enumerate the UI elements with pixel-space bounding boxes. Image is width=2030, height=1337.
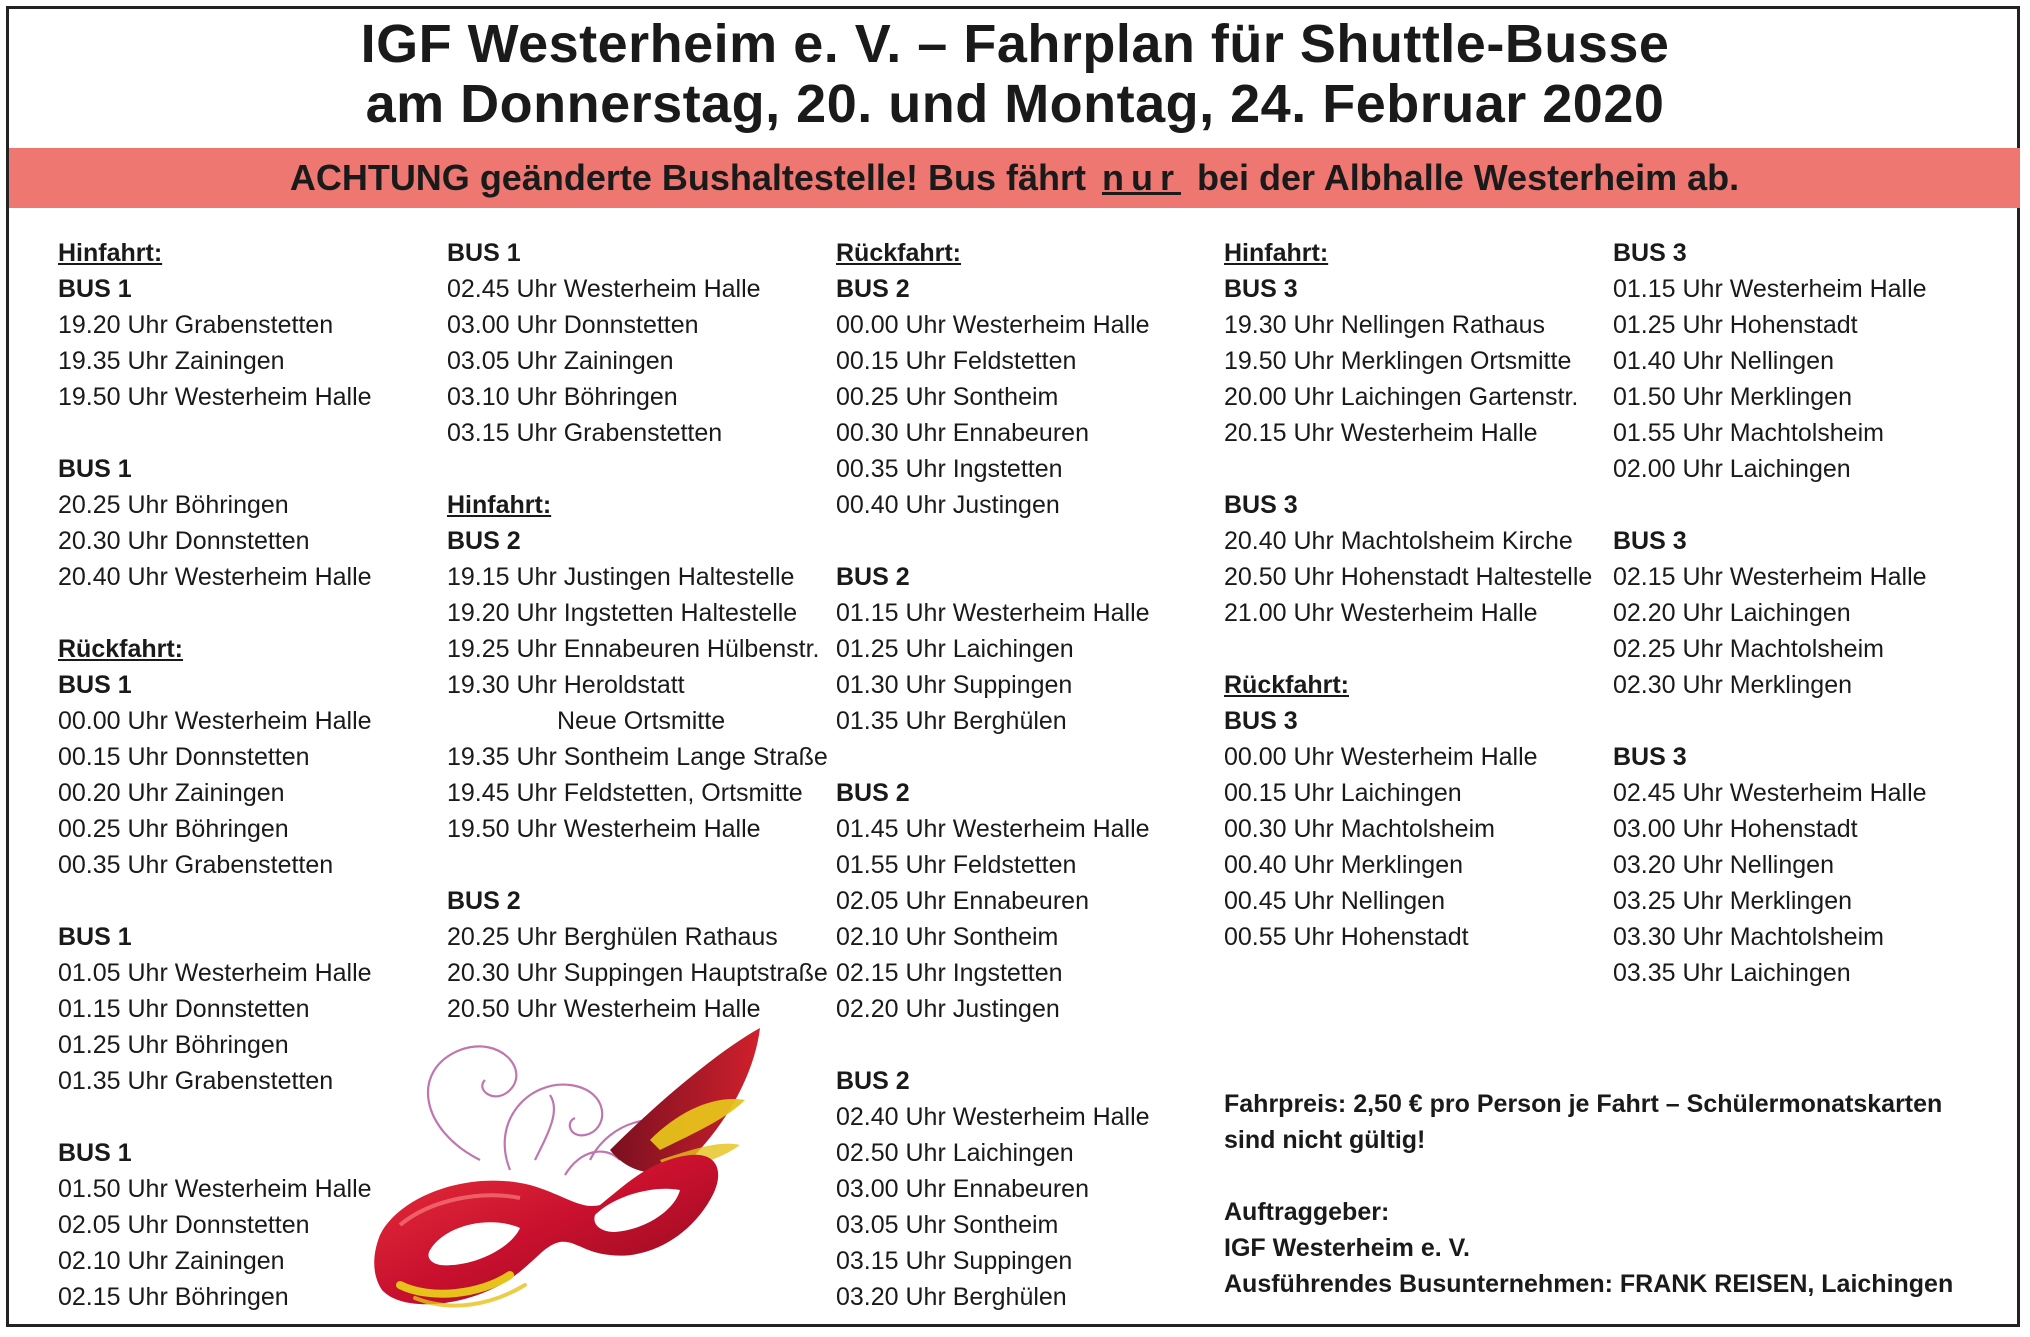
stop-line: 02.45 Uhr Westerheim Halle [447,275,761,303]
stop-line: 03.20 Uhr Berghülen [836,1283,1067,1311]
stop-line: 02.25 Uhr Machtolsheim [1613,635,1884,663]
stop-line: 20.30 Uhr Donnstetten [58,527,310,555]
bus-label: BUS 3 [1613,239,1687,267]
stop-line: 01.35 Uhr Grabenstetten [58,1067,334,1095]
banner-text-before: ACHTUNG geänderte Bushaltestelle! Bus fährt [289,157,1086,198]
bus-label: BUS 3 [1613,743,1687,771]
stop-line: 02.40 Uhr Westerheim Halle [836,1103,1150,1131]
stop-line: 21.00 Uhr Westerheim Halle [1224,599,1538,627]
stop-line: 19.30 Uhr Heroldstatt [447,671,685,699]
section-heading: Hinfahrt: [58,239,163,267]
stop-line: 19.20 Uhr Grabenstetten [58,311,334,339]
stop-line: 02.15 Uhr Westerheim Halle [1613,563,1927,591]
stop-line: 03.00 Uhr Donnstetten [447,311,699,339]
stop-line: 03.30 Uhr Machtolsheim [1613,923,1884,951]
bus-label: BUS 3 [1224,275,1298,303]
stop-line: 03.05 Uhr Sontheim [836,1211,1059,1239]
stop-line: 19.45 Uhr Feldstetten, Ortsmitte [447,779,803,807]
stop-line: 00.00 Uhr Westerheim Halle [1224,743,1538,771]
section-heading: Hinfahrt: [447,491,552,519]
stop-line: 01.35 Uhr Berghülen [836,707,1067,735]
stop-line: 02.30 Uhr Merklingen [1613,671,1853,699]
stop-line: 00.30 Uhr Machtolsheim [1224,815,1495,843]
stop-line: 01.05 Uhr Westerheim Halle [58,959,372,987]
stop-line: 20.30 Uhr Suppingen Hauptstraße [447,959,828,987]
stop-line: 02.15 Uhr Böhringen [58,1283,289,1311]
bus-label: BUS 1 [58,1139,132,1167]
stop-line: 03.25 Uhr Merklingen [1613,887,1853,915]
stop-line: 00.35 Uhr Grabenstetten [58,851,334,879]
stop-line: 19.25 Uhr Ennabeuren Hülbenstr. [447,635,820,663]
stop-line: 20.40 Uhr Westerheim Halle [58,563,372,591]
stop-line: 01.55 Uhr Machtolsheim [1613,419,1884,447]
stop-line: 02.10 Uhr Zainingen [58,1247,285,1275]
page-title [0,14,2030,134]
stop-line: 20.00 Uhr Laichingen Gartenstr. [1224,383,1579,411]
stop-line: 01.25 Uhr Böhringen [58,1031,289,1059]
stop-line: 00.45 Uhr Nellingen [1224,887,1445,915]
stop-line: 00.00 Uhr Westerheim Halle [58,707,372,735]
schedule-column-4 [1224,235,1604,955]
bus-label: BUS 1 [58,455,132,483]
stop-line: 03.15 Uhr Grabenstetten [447,419,723,447]
operator-text: Ausführendes Busunternehmen: FRANK REISEN, Laichingen [1224,1270,1954,1298]
bus-label: BUS 1 [447,239,521,267]
stop-line: 00.20 Uhr Zainingen [58,779,285,807]
stop-line: 00.40 Uhr Justingen [836,491,1060,519]
stop-line: 20.15 Uhr Westerheim Halle [1224,419,1538,447]
stop-line: 00.25 Uhr Böhringen [58,815,289,843]
stop-line: 19.15 Uhr Justingen Haltestelle [447,563,795,591]
stop-line: 01.15 Uhr Donnstetten [58,995,310,1023]
schedule-column-2 [447,235,827,1027]
stop-line: 00.55 Uhr Hohenstadt [1224,923,1469,951]
bus-label: BUS 2 [836,779,910,807]
fare-text: Fahrpreis: 2,50 € pro Person je Fahrt – Schülermonatskarten [1224,1090,1943,1118]
stop-line: 20.40 Uhr Machtolsheim Kirche [1224,527,1573,555]
stop-line: 19.35 Uhr Zainingen [58,347,285,375]
stop-line: 19.50 Uhr Westerheim Halle [58,383,372,411]
stop-line: 02.20 Uhr Laichingen [1613,599,1851,627]
stop-line: 01.50 Uhr Westerheim Halle [58,1175,372,1203]
stop-line: 00.35 Uhr Ingstetten [836,455,1063,483]
stop-line: 01.15 Uhr Westerheim Halle [836,599,1150,627]
client-label: Auftraggeber: [1224,1198,1390,1226]
stop-line: 03.35 Uhr Laichingen [1613,959,1851,987]
bus-label: BUS 3 [1224,491,1298,519]
stop-line: 01.55 Uhr Feldstetten [836,851,1077,879]
bus-label: BUS 3 [1613,527,1687,555]
stop-line: 00.40 Uhr Merklingen [1224,851,1464,879]
bus-label: BUS 2 [447,527,521,555]
stop-line: 00.00 Uhr Westerheim Halle [836,311,1150,339]
stop-line: 03.05 Uhr Zainingen [447,347,674,375]
stop-line: 02.20 Uhr Justingen [836,995,1060,1023]
stop-line: 01.25 Uhr Laichingen [836,635,1074,663]
stop-line: 02.50 Uhr Laichingen [836,1139,1074,1167]
stop-line: 02.10 Uhr Sontheim [836,923,1059,951]
stop-line: 20.50 Uhr Hohenstadt Haltestelle [1224,563,1593,591]
stop-line: 20.25 Uhr Berghülen Rathaus [447,923,778,951]
stop-line: 00.15 Uhr Laichingen [1224,779,1462,807]
warning-banner [9,148,2020,208]
stop-line: 19.50 Uhr Merklingen Ortsmitte [1224,347,1572,375]
banner-text-after: bei der Albhalle Westerheim ab. [1197,157,1740,198]
client-name: IGF Westerheim e. V. [1224,1234,1470,1262]
stop-line: 03.10 Uhr Böhringen [447,383,678,411]
stop-line: 01.25 Uhr Hohenstadt [1613,311,1858,339]
section-heading: Rückfahrt: [1224,671,1350,699]
stop-line: 03.00 Uhr Ennabeuren [836,1175,1089,1203]
bus-label: BUS 2 [447,887,521,915]
stop-line: 19.20 Uhr Ingstetten Haltestelle [447,599,798,627]
stop-line: 00.15 Uhr Feldstetten [836,347,1077,375]
stop-line: 02.05 Uhr Ennabeuren [836,887,1089,915]
bus-label: BUS 2 [836,563,910,591]
stop-line: 02.05 Uhr Donnstetten [58,1211,310,1239]
title-line-2: am Donnerstag, 20. und Montag, 24. Februar 2020 [365,74,1665,134]
schedule-column-3 [836,235,1216,1315]
stop-line: 19.35 Uhr Sontheim Lange Straße [447,743,828,771]
fare-text-continued: sind nicht gültig! [1224,1126,1426,1154]
bus-label: BUS 1 [58,923,132,951]
bus-label: BUS 2 [836,1067,910,1095]
stop-line: 01.15 Uhr Westerheim Halle [1613,275,1927,303]
bus-label: BUS 1 [58,275,132,303]
stop-line: 01.50 Uhr Merklingen [1613,383,1853,411]
stop-line-continuation: Neue Ortsmitte [557,707,726,735]
bus-label: BUS 3 [1224,707,1298,735]
stop-line: 00.25 Uhr Sontheim [836,383,1059,411]
stop-line: 19.50 Uhr Westerheim Halle [447,815,761,843]
stop-line: 00.30 Uhr Ennabeuren [836,419,1089,447]
bus-label: BUS 2 [836,275,910,303]
fare-and-organizer-info [1224,1086,1984,1302]
stop-line: 03.20 Uhr Nellingen [1613,851,1834,879]
section-heading: Rückfahrt: [58,635,184,663]
section-heading: Hinfahrt: [1224,239,1329,267]
stop-line: 02.00 Uhr Laichingen [1613,455,1851,483]
stop-line: 01.30 Uhr Suppingen [836,671,1073,699]
schedule-column-5 [1613,235,1993,991]
stop-line: 19.30 Uhr Nellingen Rathaus [1224,311,1546,339]
stop-line: 01.45 Uhr Westerheim Halle [836,815,1150,843]
stop-line: 20.50 Uhr Westerheim Halle [447,995,761,1023]
stop-line: 01.40 Uhr Nellingen [1613,347,1834,375]
stop-line: 20.25 Uhr Böhringen [58,491,289,519]
stop-line: 02.15 Uhr Ingstetten [836,959,1063,987]
stop-line: 02.45 Uhr Westerheim Halle [1613,779,1927,807]
section-heading: Rückfahrt: [836,239,962,267]
stop-line: 03.15 Uhr Suppingen [836,1247,1073,1275]
stop-line: 03.00 Uhr Hohenstadt [1613,815,1858,843]
carnival-mask-illustration [360,1010,800,1320]
title-line-1: IGF Westerheim e. V. – Fahrplan für Shuttle-Busse [360,14,1670,74]
bus-label: BUS 1 [58,671,132,699]
stop-line: 00.15 Uhr Donnstetten [58,743,310,771]
banner-emphasis: nur [1101,157,1181,198]
